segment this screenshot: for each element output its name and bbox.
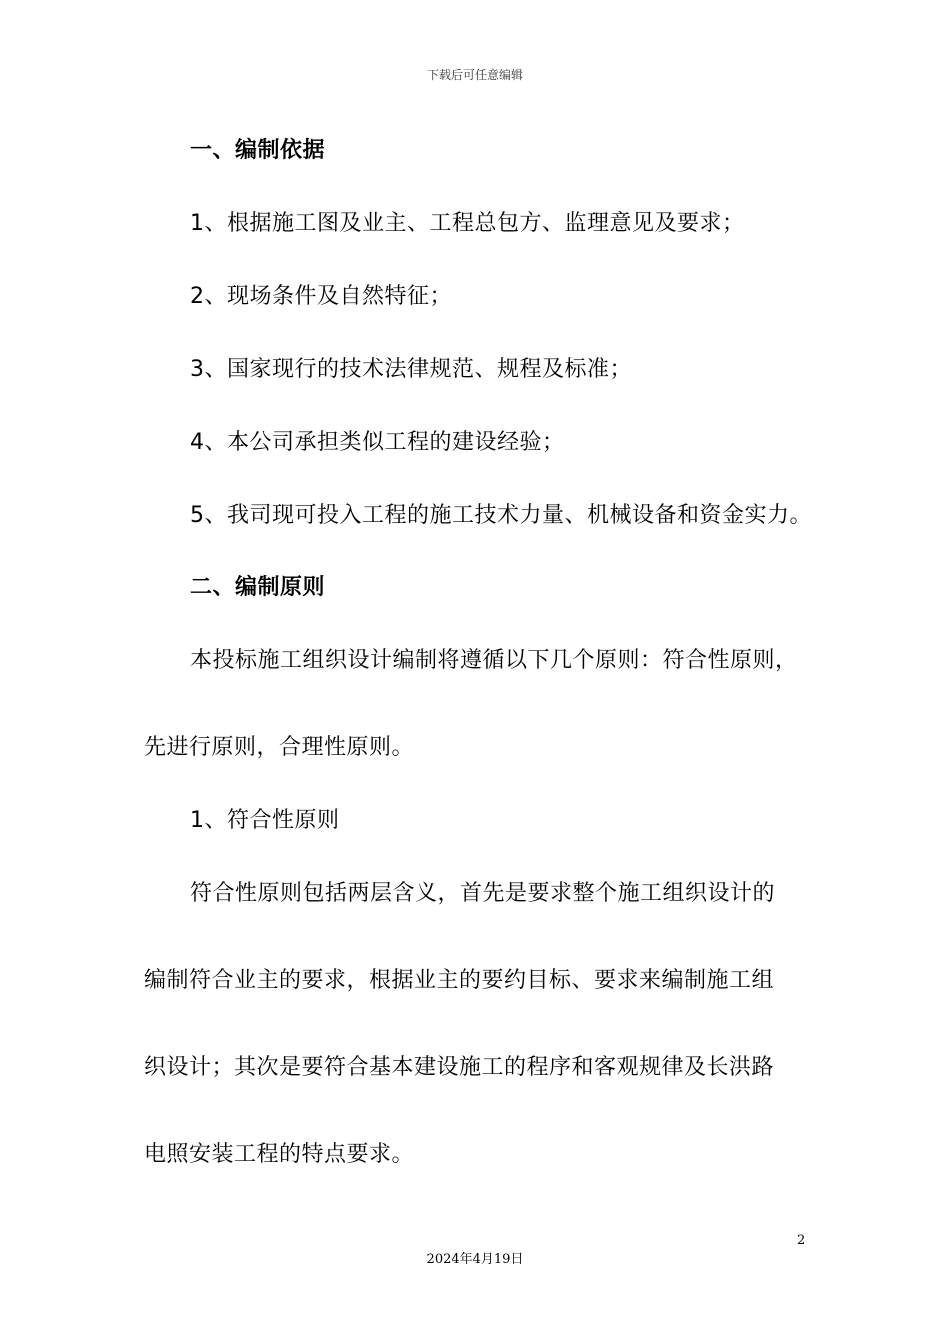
conformity-paragraph-line-3: 织设计；其次是要符合基本建设施工的程序和客观规律及长洪路 [144,1055,775,1080]
header-note: 下载后可任意编辑 [426,68,523,82]
subheading-conformity: 1、符合性原则 [190,808,340,833]
conformity-paragraph-line-4: 电照安装工程的特点要求。 [144,1142,415,1167]
section-heading-basis: 一、编制依据 [190,138,326,163]
basis-item-5: 5、我司现可投入工程的施工技术力量、机械设备和资金实力。 [190,503,812,528]
basis-item-2: 2、现场条件及自然特征； [190,284,452,309]
section-heading-principles: 二、编制原则 [190,575,326,600]
basis-item-1: 1、根据施工图及业主、工程总包方、监理意见及要求； [190,211,745,236]
footer-date: 2024年4月19日 [426,1252,524,1267]
basis-item-3: 3、国家现行的技术法律规范、规程及标准； [190,357,632,382]
conformity-paragraph-line-1: 符合性原则包括两层含义，首先是要求整个施工组织设计的 [190,881,776,906]
principles-intro-line-1: 本投标施工组织设计编制将遵循以下几个原则：符合性原则， [190,648,798,673]
page-number: 2 [797,1233,806,1248]
principles-intro-line-2: 先进行原则，合理性原则。 [144,735,415,760]
basis-item-4: 4、本公司承担类似工程的建设经验； [190,430,565,455]
conformity-paragraph-line-2: 编制符合业主的要求，根据业主的要约目标、要求来编制施工组 [144,968,775,993]
